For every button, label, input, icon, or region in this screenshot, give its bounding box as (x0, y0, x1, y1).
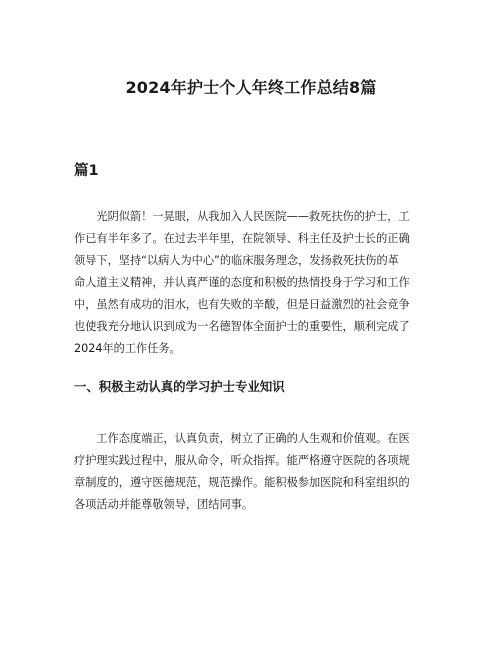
paragraph-line: 疗护理实践过程中，服从命令，听众指挥。能严格遵守医院的各项规 (74, 454, 410, 467)
intro-paragraph (74, 206, 430, 360)
paragraph-line: 命人道主义精神，并认真严谨的态度和积极的热情投身于学习和工作 (74, 276, 410, 289)
paragraph-line: 各项活动并能尊敬领导，团结同事。 (74, 498, 254, 511)
section-heading: 篇1 (74, 163, 99, 179)
paragraph-line: 工作态度端正，认真负责，树立了正确的人生观和价值观。在医 (74, 432, 410, 445)
subsection-heading: 一、积极主动认真的学习护士专业知识 (74, 379, 285, 394)
paragraph-line: 也使我充分地认识到成为一名德智体全面护士的重要性，顺利完成了 (74, 320, 410, 333)
paragraph-line: 2024年的工作任务。 (74, 342, 181, 355)
paragraph-line: 章制度的，遵守医德规范，规范操作。能积极参加医院和科室组织的 (74, 476, 410, 489)
paragraph-line: 领导下，坚持“以病人为中心”的临床服务理念，发扬救死扶伤的革 (74, 254, 399, 267)
paragraph-line: 光阴似箭！一晃眼，从我加入人民医院——救死扶伤的护士，工 (74, 210, 410, 223)
document-title: 2024年护士个人年终工作总结8篇 (125, 78, 377, 97)
paragraph-line: 中，虽然有成功的泪水，也有失败的辛酸，但是日益激烈的社会竞争 (74, 298, 410, 311)
paragraph-line: 作已有半年多了。在过去半年里，在院领导、科主任及护士长的正确 (74, 232, 410, 245)
body-paragraph (74, 428, 430, 516)
